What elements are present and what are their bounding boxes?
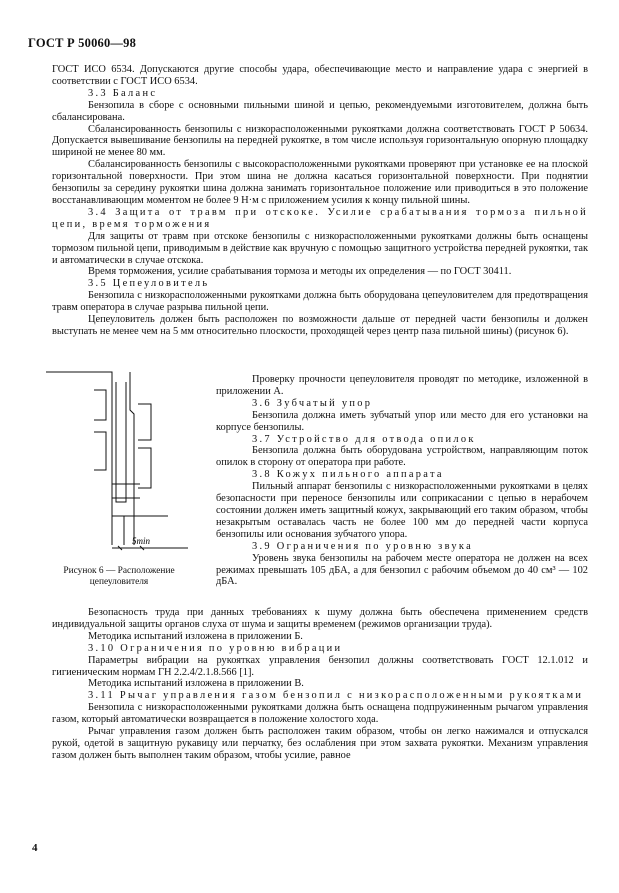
dimension-label: 5min: [132, 536, 150, 546]
paragraph: Сбалансированность бензопилы с низкорасположенными рукоятками должна соответствовать ГОСТ Р 50634. Допускается вывешивание бензопилы на передней рукоятке, в том числе используя горизонтальную опорную площадку шириной не менее 80 мм.: [52, 123, 588, 159]
paragraph: Бензопила должна быть оборудована устройством, направляющим поток опилок в сторону от оператора при работе.: [216, 445, 588, 469]
section-heading: 3.4 Защита от травм при отскоке. Усилие срабатывания тормоза пильной цепи, время торможения: [52, 206, 588, 230]
paragraph: Уровень звука бензопилы на рабочем месте оператора не должен на всех режимах превышать 105 дБА, а для бензопил с рабочим объемом до 40 см³ — 102 дБА.: [216, 552, 588, 588]
bottom-text: [52, 607, 588, 762]
paragraph: Параметры вибрации на рукоятках управления бензопил должны соответствовать ГОСТ 12.1.012 и гигиеническим нормам ГН 2.2.4/2.1.8.566 [1].: [52, 654, 588, 678]
section-heading: 3.6 Зубчатый упор: [252, 397, 373, 409]
page-header: ГОСТ Р 50060—98: [28, 36, 137, 50]
top-text: [52, 64, 588, 338]
section-heading: 3.11 Рычаг управления газом бензопил с низкорасположенными рукоятками: [88, 690, 584, 702]
page-number: 4: [32, 842, 38, 854]
section-heading: 3.8 Кожух пильного аппарата: [252, 469, 444, 481]
section-heading: 3.10 Ограничения по уровню вибрации: [88, 642, 343, 654]
section-heading: 3.9 Ограничения по уровню звука: [252, 540, 474, 552]
paragraph: Бензопила должна иметь зубчатый упор или место для его установки на корпусе бензопилы.: [216, 409, 588, 433]
side-text: [216, 374, 588, 588]
paragraph: Для защиты от травм при отскоке бензопилы с низкорасположенными рукоятками должны быть оснащены тормозом пильной цепи, приводимым в действие как вручную с помощью защитного устройства передней рукоятки, так и автоматически в случае отскока.: [52, 230, 588, 266]
paragraph: Время торможения, усилие срабатывания тормоза и методы их определения — по ГОСТ 30411.: [88, 266, 512, 278]
paragraph: Цепеуловитель должен быть расположен по возможности дальше от передней части бензопилы и должен выступать не менее чем на 5 мм относительно плоскости, проходящей через центр паза пильной шины) (рисунок 6).: [52, 314, 588, 337]
paragraph: Бензопила с низкорасположенными рукоятками должна быть оборудована цепеуловителем для предотвращения травм оператора в случае разрыва пильной цепи.: [52, 290, 588, 314]
paragraph: Проверку прочности цепеуловителя проводят по методике, изложенной в приложении А.: [216, 374, 588, 397]
paragraph: Методика испытаний изложена в приложении В.: [88, 678, 304, 690]
section-heading: 3.5 Цепеуловитель: [88, 278, 210, 290]
section-heading: 3.7 Устройство для отвода опилок: [252, 433, 476, 445]
paragraph: Рычаг управления газом должен быть расположен таким образом, чтобы он легко нажимался и отпускался рукой, одетой в защитную рукавицу или перчатку, без ослабления при этом захвата рукоятки. Механизм управления газом должен быть выполнен таким образом, чтобы усилие, равное: [52, 726, 588, 761]
paragraph: Методика испытаний изложена в приложении Б.: [88, 630, 303, 642]
paragraph: Сбалансированность бензопилы с высокорасположенными рукоятками проверяют при установке ее на плоской горизонтальной поверхности. При этом шина не должна касаться горизонтальной поверхности. При поднятии бензопилы за середину рукоятки шина должна занимать горизонтальное положение или приводиться в это положение восстанавливающим моментом не более 9 Н·м с приложением усилия к концу пильной шины.: [52, 159, 588, 206]
section-heading: 3.3 Баланс: [88, 87, 158, 99]
figure-caption: Рисунок 6 — Расположение цепеуловителя: [63, 566, 175, 587]
paragraph: Бензопила в сборе с основными пильными шиной и цепью, рекомендуемыми изготовителем, должна быть сбалансирована.: [52, 99, 588, 123]
paragraph: Пильный аппарат бензопилы с низкорасположенными рукоятками в целях безопасности при переносе бензопилы или соприкасании с цепью в нерабочем состоянии должен иметь защитный кожух, закрывающий его таким образом, чтобы незакрытым оставалась часть не более 100 мм до передней части корпуса бензопилы или основания зубчатого упора.: [216, 481, 588, 540]
figure-chain-catcher-diagram: [28, 370, 206, 570]
paragraph: Бензопила с низкорасположенными рукоятками должна быть оснащена подпружиненным рычагом управления газом, который автоматически возвращается в положение холостого хода.: [52, 702, 588, 726]
paragraph: Безопасность труда при данных требованиях к шуму должна быть обеспечена применением средств индивидуальной защиты органов слуха от шума и защиты временем (режимов организации труда).: [52, 607, 588, 630]
paragraph: ГОСТ ИСО 6534. Допускаются другие способы удара, обеспечивающие место и направление удара с энергией в соответствии с ГОСТ ИСО 6534.: [52, 64, 588, 87]
